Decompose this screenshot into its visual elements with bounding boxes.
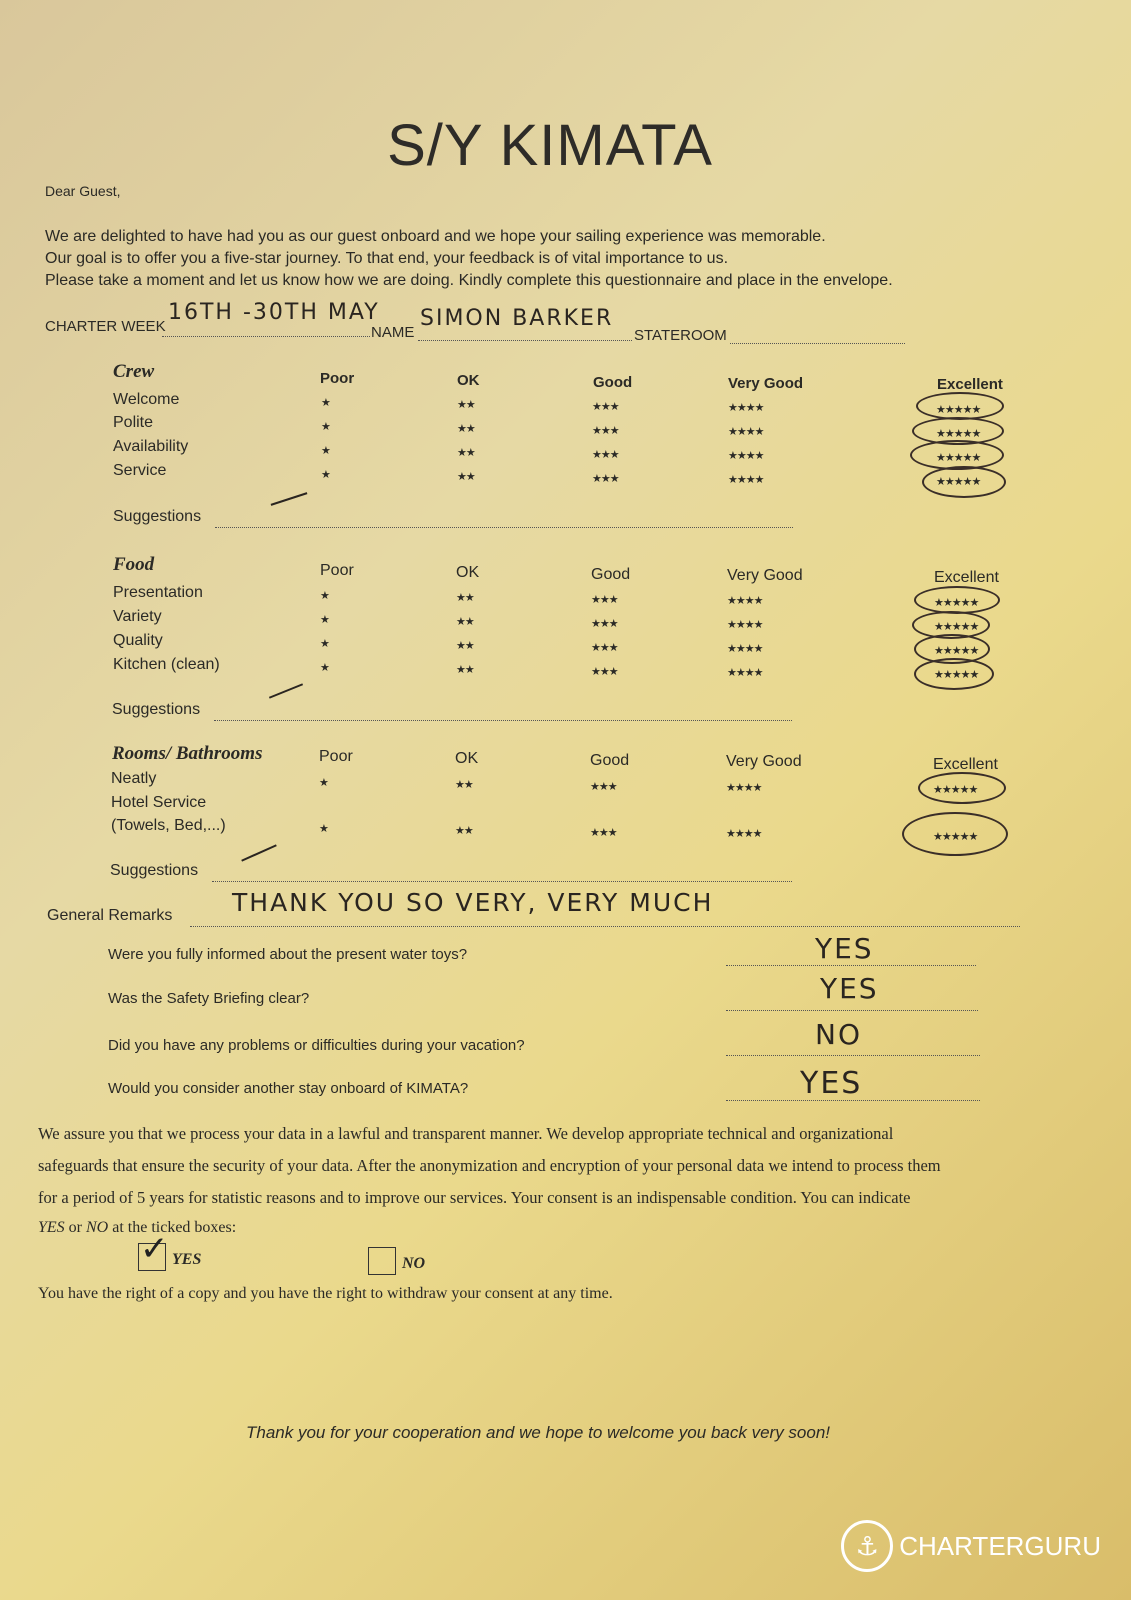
header-ok: OK (455, 750, 479, 767)
charter-week-line (162, 336, 370, 337)
page-title: S/Y KIMATA (387, 113, 713, 178)
header-good: Good (590, 752, 630, 769)
star-option[interactable]: ★ (321, 469, 330, 481)
header-excellent: Excellent (933, 756, 998, 773)
star-option[interactable]: ★★★ (591, 666, 618, 678)
star-option[interactable]: ★ (320, 590, 329, 602)
food-item-quality: Quality (113, 632, 163, 649)
consent-no-checkbox[interactable] (368, 1247, 396, 1275)
consent-text-2: safeguards that ensure the security of your data. After the anonymization and encryption of your personal data we intend to process them (38, 1156, 941, 1175)
checkmark-icon: ✓ (140, 1230, 169, 1268)
header-poor: Poor (320, 562, 354, 579)
star-option[interactable]: ★ (321, 421, 330, 433)
name-label: NAME (371, 324, 415, 341)
star-option[interactable]: ★★★★★ (934, 669, 979, 681)
crew-item-availability: Availability (113, 438, 189, 455)
star-option[interactable]: ★★ (456, 616, 474, 628)
star-option[interactable]: ★★ (456, 592, 474, 604)
star-option[interactable]: ★★★ (592, 425, 619, 437)
intro-line-3: Please take a moment and let us know how we are doing. Kindly complete this questionnaire and place in the envelope. (45, 272, 893, 289)
footer-thanks: Thank you for your cooperation and we hope to welcome you back very soon! (246, 1423, 831, 1442)
star-option[interactable]: ★★★ (591, 642, 618, 654)
star-option[interactable]: ★★★★ (727, 643, 763, 655)
rooms-item-neatly: Neatly (111, 770, 157, 787)
general-remarks-label: General Remarks (47, 907, 173, 924)
star-option[interactable]: ★★ (456, 664, 474, 676)
answer-line (726, 1010, 978, 1011)
star-option[interactable]: ★★ (456, 640, 474, 652)
intro-line-1: We are delighted to have had you as our guest onboard and we hope your sailing experience was memorable. (45, 228, 826, 245)
selection-circle (914, 586, 1000, 614)
food-item-kitchen: Kitchen (clean) (113, 656, 220, 673)
food-item-presentation: Presentation (113, 584, 203, 601)
selection-circle (902, 812, 1008, 856)
consent-yes-word: YES (38, 1219, 65, 1236)
consent-rights: You have the right of a copy and you have the right to withdraw your consent at any time. (38, 1285, 613, 1302)
consent-no-word: NO (86, 1219, 109, 1236)
crew-suggestions-label: Suggestions (113, 508, 202, 525)
answer-line (726, 1055, 980, 1056)
header-excellent: Excellent (937, 376, 1003, 393)
consent-text-3: for a period of 5 years for statistic reasons and to improve our services. Your consent is an indispensable condition. You can indicate (38, 1188, 911, 1207)
name-line (418, 340, 632, 341)
star-option[interactable]: ★★★ (592, 401, 619, 413)
consent-or-word: or (64, 1219, 86, 1236)
question-safety-briefing: Was the Safety Briefing clear? (108, 990, 310, 1007)
star-option[interactable]: ★★★★ (728, 474, 764, 486)
star-option[interactable]: ★★★ (590, 827, 617, 839)
general-remarks-line (190, 926, 1020, 927)
header-very-good: Very Good (726, 753, 802, 770)
star-option[interactable]: ★★★★ (727, 619, 763, 631)
answer-line (726, 965, 976, 966)
star-option[interactable]: ★★★★ (728, 402, 764, 414)
food-item-variety: Variety (113, 608, 162, 625)
crew-suggestions-line[interactable] (215, 527, 793, 528)
selection-circle (914, 658, 994, 690)
star-option[interactable]: ★★★★ (728, 450, 764, 462)
dash-mark (269, 683, 303, 698)
food-suggestions-label: Suggestions (112, 701, 201, 718)
rooms-item-hotel-service: Hotel Service (111, 794, 207, 811)
star-option[interactable]: ★★★★ (728, 426, 764, 438)
consent-text-1: We assure you that we process your data in a lawful and transparent manner. We develop appropriate technical and organizational (38, 1124, 894, 1143)
star-option[interactable]: ★★★ (592, 449, 619, 461)
rooms-suggestions-line[interactable] (212, 881, 792, 882)
star-option[interactable]: ★★ (455, 779, 473, 791)
section-title-crew: Crew (113, 361, 155, 382)
selection-circle (916, 392, 1004, 420)
food-suggestions-line[interactable] (214, 720, 792, 721)
header-poor: Poor (320, 370, 355, 387)
star-option[interactable]: ★ (319, 777, 328, 789)
header-very-good: Very Good (728, 375, 804, 392)
selection-circle (918, 772, 1006, 804)
selection-circle (922, 466, 1006, 498)
star-option[interactable]: ★★★★★ (934, 645, 979, 657)
answer-another-stay[interactable]: YES (800, 1066, 863, 1101)
star-option[interactable]: ★ (321, 397, 330, 409)
answer-water-toys[interactable]: YES (815, 932, 874, 965)
section-title-food: Food (113, 554, 155, 575)
star-option[interactable]: ★ (321, 445, 330, 457)
star-option[interactable]: ★★ (457, 423, 475, 435)
brand-name: CHARTERGURU (899, 1530, 1101, 1561)
star-option[interactable]: ★★★★ (726, 828, 762, 840)
star-option[interactable]: ★★★ (591, 594, 618, 606)
star-option[interactable]: ★★ (457, 447, 475, 459)
star-option[interactable]: ★★★★★ (936, 476, 981, 488)
star-option[interactable]: ★★★★★ (933, 831, 978, 843)
consent-rest: at the ticked boxes: (108, 1219, 237, 1236)
star-option[interactable]: ★ (320, 638, 329, 650)
star-option[interactable]: ★★★★★ (934, 597, 979, 609)
anchor-icon: ⚓ (841, 1520, 893, 1572)
star-option[interactable]: ★★★ (591, 618, 618, 630)
answer-safety-briefing[interactable]: YES (820, 972, 879, 1005)
header-very-good: Very Good (727, 567, 803, 584)
salutation: Dear Guest, (45, 183, 121, 199)
question-problems: Did you have any problems or difficulties during your vacation? (108, 1037, 525, 1054)
star-option[interactable]: ★★★ (592, 473, 619, 485)
question-another-stay: Would you consider another stay onboard of KIMATA? (108, 1080, 469, 1097)
star-option[interactable]: ★ (320, 662, 329, 674)
stateroom-label: STATEROOM (634, 327, 727, 344)
star-option[interactable]: ★ (320, 614, 329, 626)
charter-week-value[interactable]: 16TH -30TH MAY (168, 300, 380, 325)
star-option[interactable]: ★★★★★ (936, 428, 981, 440)
consent-yes-label: YES (172, 1251, 202, 1268)
star-option[interactable]: ★★★★★ (934, 621, 979, 633)
header-good: Good (593, 374, 633, 391)
rooms-item-towels-bed: (Towels, Bed,...) (111, 817, 226, 834)
star-option[interactable]: ★★★★ (727, 667, 763, 679)
header-excellent: Excellent (934, 569, 999, 586)
crew-item-service: Service (113, 462, 167, 479)
star-option[interactable]: ★★ (457, 471, 475, 483)
crew-item-polite: Polite (113, 414, 154, 431)
star-option[interactable]: ★★★★★ (933, 784, 978, 796)
star-option[interactable]: ★★★★ (726, 782, 762, 794)
star-option[interactable]: ★★★ (590, 781, 617, 793)
star-option[interactable]: ★★★★ (727, 595, 763, 607)
name-value[interactable]: SIMON BARKER (420, 306, 614, 331)
header-poor: Poor (319, 748, 353, 765)
answer-problems[interactable]: NO (815, 1018, 862, 1051)
brand-logo (841, 1520, 1101, 1572)
star-option[interactable]: ★★★★★ (936, 404, 981, 416)
general-remarks-value[interactable]: THANK YOU SO VERY, VERY MUCH (232, 888, 714, 917)
crew-item-welcome: Welcome (113, 391, 180, 408)
dash-mark (241, 844, 277, 861)
consent-text-4 (38, 1219, 236, 1237)
star-option[interactable]: ★ (319, 823, 328, 835)
rooms-suggestions-label: Suggestions (110, 862, 199, 879)
header-ok: OK (456, 564, 480, 581)
dash-mark (271, 492, 308, 506)
header-good: Good (591, 566, 631, 583)
star-option[interactable]: ★★ (457, 399, 475, 411)
section-title-rooms: Rooms/ Bathrooms (112, 743, 263, 764)
consent-no-label: NO (402, 1255, 426, 1272)
star-option[interactable]: ★★ (455, 825, 473, 837)
charter-week-label: CHARTER WEEK (45, 318, 166, 335)
stateroom-line[interactable] (730, 343, 905, 344)
header-ok: OK (457, 372, 480, 389)
intro-line-2: Our goal is to offer you a five-star journey. To that end, your feedback is of vital importance to us. (45, 250, 729, 267)
star-option[interactable]: ★★★★★ (936, 452, 981, 464)
question-water-toys: Were you fully informed about the present water toys? (108, 946, 468, 963)
